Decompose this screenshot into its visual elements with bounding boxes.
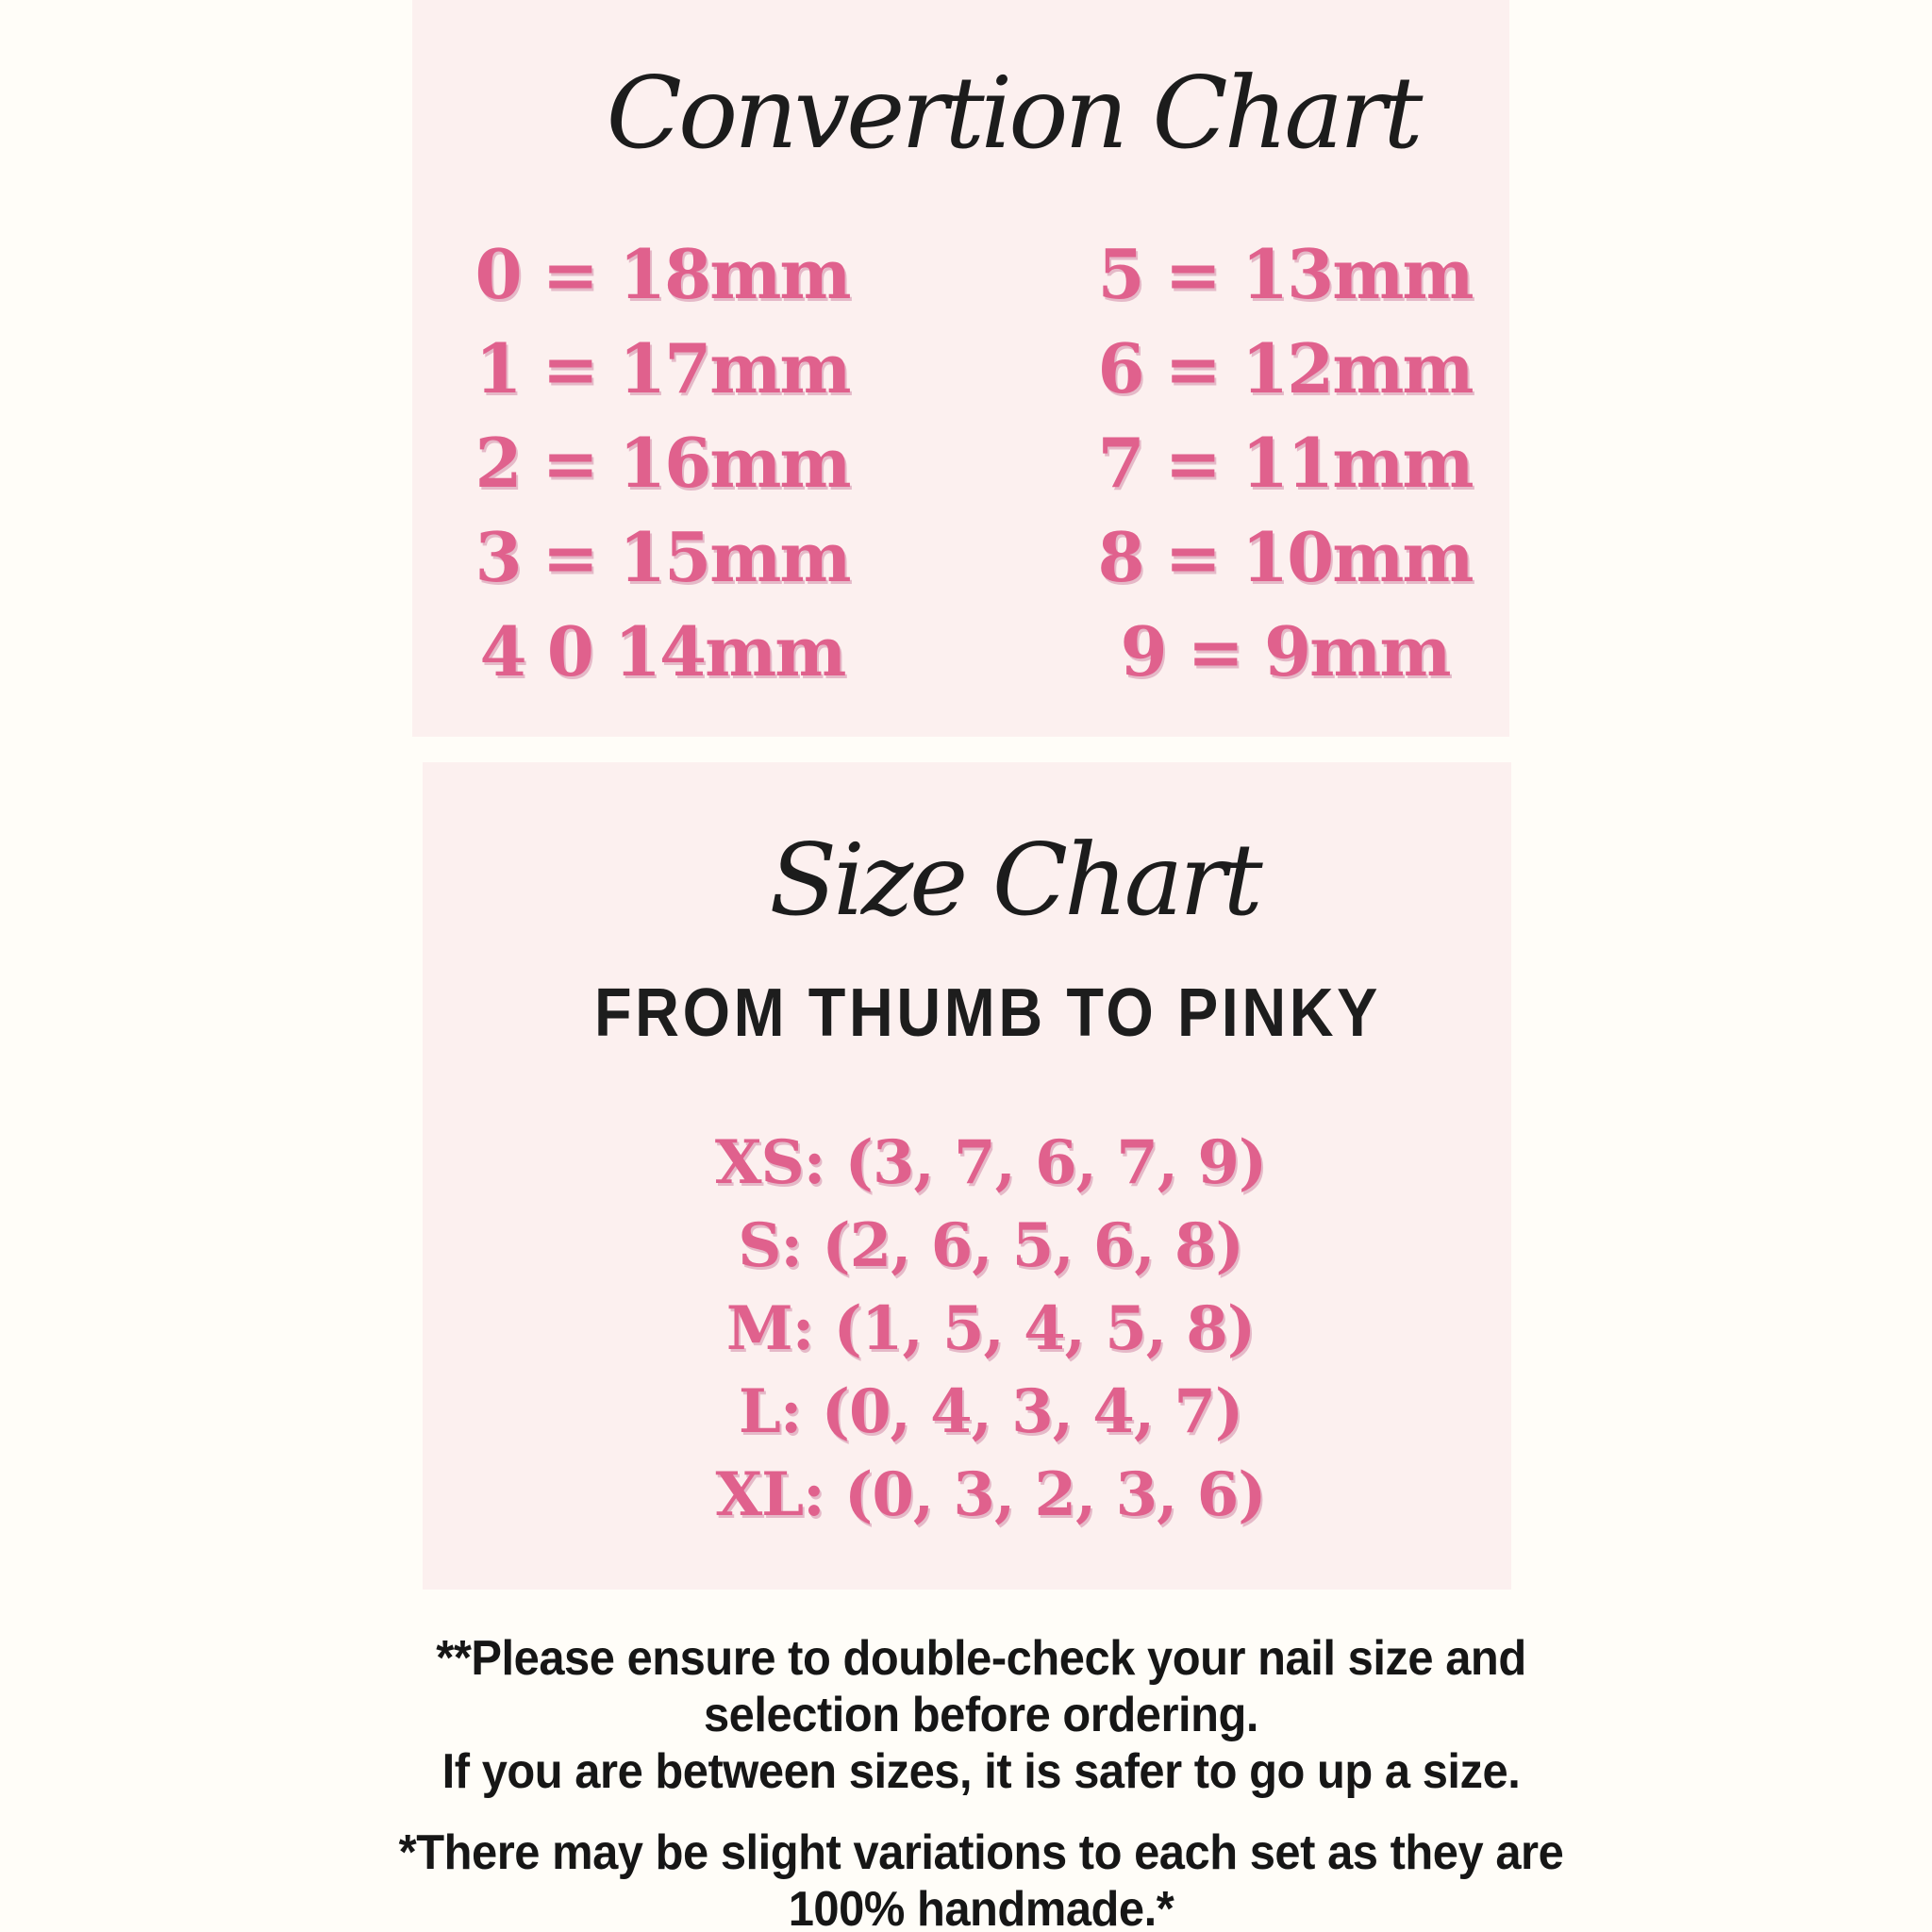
conversion-chart-title: Convertion Chart [606,56,1420,171]
conversion-row: 4 0 14mm [479,611,845,691]
footer-note-handmade [73,1824,1889,1932]
size-row: S: (2, 6, 5, 6, 8) [738,1210,1243,1281]
footer-notes [73,1630,1889,1932]
conversion-row: 8 = 10mm [1097,517,1473,597]
note-line: 100% handmade.* [788,1882,1174,1932]
size-chart-title: Size Chart [769,823,1259,938]
conversion-chart-panel [412,0,1509,737]
conversion-row: 9 = 9mm [1120,611,1450,691]
conversion-row: 1 = 17mm [475,328,850,408]
size-row: XS: (3, 7, 6, 7, 9) [714,1127,1267,1198]
conversion-row: 2 = 16mm [475,423,850,503]
note-line: If you are between sizes, it is safer to go up a size. [441,1744,1521,1799]
size-chart-subtitle: FROM THUMB TO PINKY [594,975,1381,1051]
size-row: XL: (0, 3, 2, 3, 6) [715,1459,1266,1530]
note-line: *There may be slight variations to each set as they are [398,1825,1564,1880]
size-row: M: (1, 5, 4, 5, 8) [725,1293,1256,1364]
note-line: selection before ordering. [703,1688,1259,1742]
note-line: **Please ensure to double-check your nail size and [436,1631,1526,1686]
size-row: L: (0, 4, 3, 4, 7) [738,1376,1243,1447]
conversion-row: 5 = 13mm [1097,234,1473,314]
conversion-row: 0 = 18mm [475,234,850,314]
size-chart-panel [423,762,1511,1590]
size-chart-rows [446,1122,1535,1537]
footer-note-ordering [73,1630,1889,1800]
conversion-row: 6 = 12mm [1097,328,1473,408]
conversion-row: 3 = 15mm [475,517,850,597]
conversion-left-column [412,227,912,699]
conversion-right-column [1035,227,1535,699]
conversion-row: 7 = 11mm [1097,423,1473,503]
